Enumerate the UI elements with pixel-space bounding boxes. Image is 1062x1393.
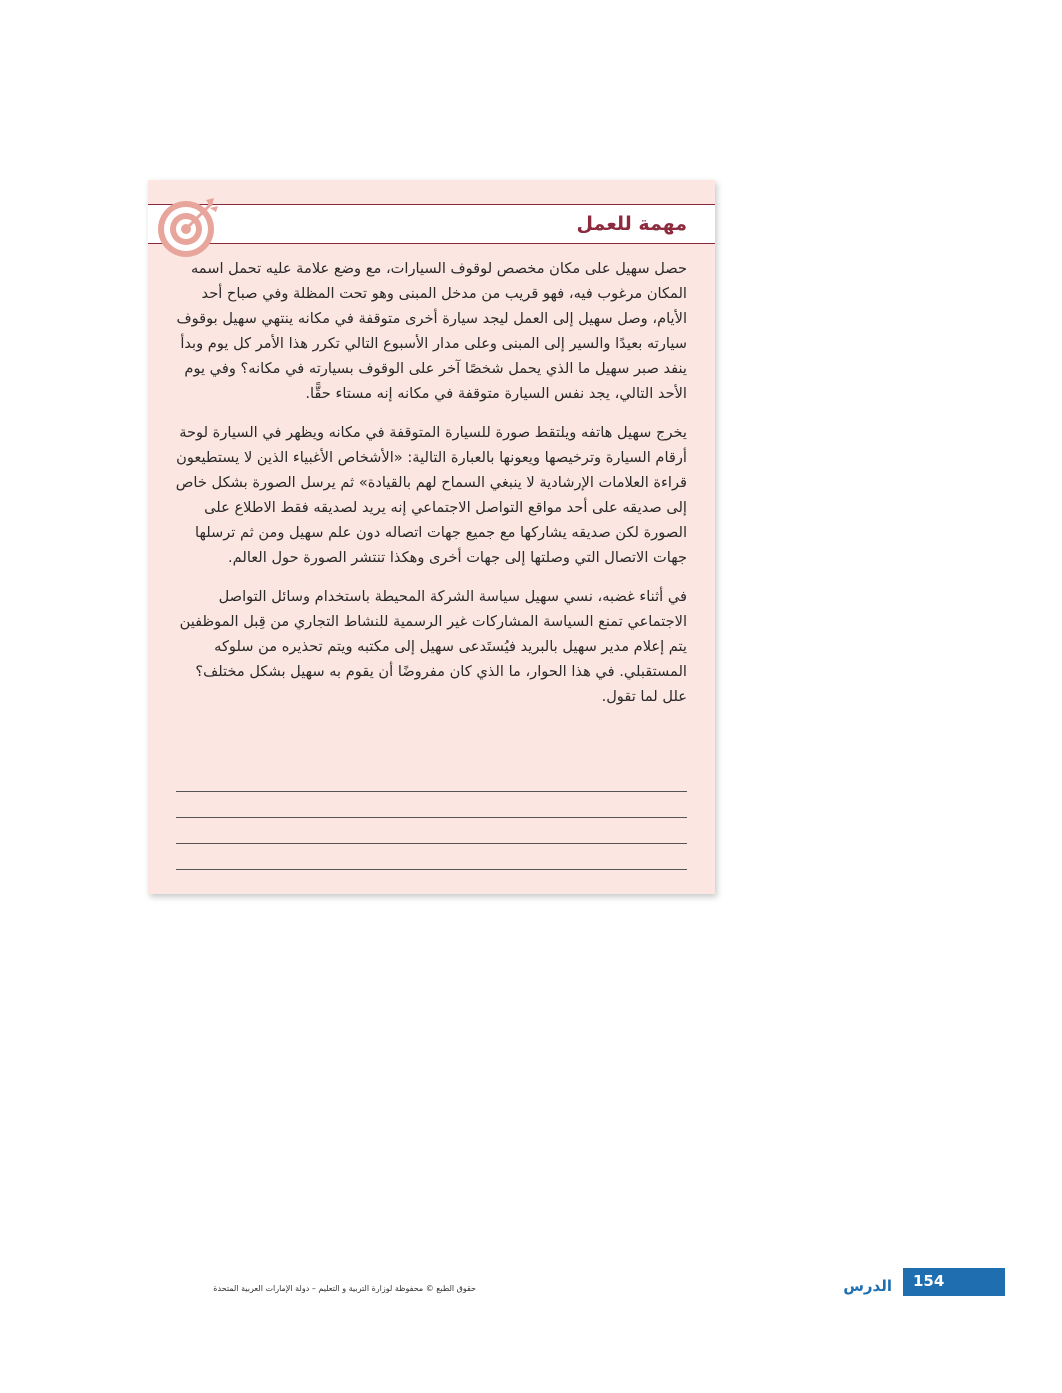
page-number-tab: [903, 1268, 1005, 1296]
footer-lesson-label: الدرس: [843, 1277, 892, 1295]
task-body: [175, 256, 687, 723]
target-icon: [156, 194, 222, 260]
task-title-bar: [148, 204, 715, 244]
answer-line[interactable]: [176, 793, 687, 818]
answer-line[interactable]: [176, 767, 687, 792]
task-title: مهمة للعمل: [576, 213, 687, 235]
footer-copyright: حقوق الطبع © محفوظة لوزارة التربية و التعليم – دولة الإمارات العربية المتحدة: [213, 1284, 476, 1293]
task-box: [148, 180, 715, 894]
answer-lines[interactable]: [176, 767, 687, 871]
task-paragraph-1: حصل سهيل على مكان مخصص لوقوف السيارات، مع وضع علامة عليه تحمل اسمه المكان مرغوب فيه، فهو قريب من مدخل المبنى وهو تحت المظلة وفي صباح أحد الأيام، وصل سهيل إلى العمل ليجد سيارة أخرى متوقفة في مكانه ينتهي سهيل بوقوف سيارته بعيدًا والسير إلى المبنى وعلى مدار الأسبوع التالي تكرر هذا الأمر كل يوم وبدأ ينفد صبر سهيل ما الذي يحمل شخصًا آخر على الوقوف بسيارته في مكانه؟ وفي يوم الأحد التالي، يجد نفس السيارة متوقفة في مكانه إنه مستاء حقًّا.: [176, 260, 687, 402]
answer-line[interactable]: [176, 819, 687, 844]
page-number: 154: [913, 1272, 945, 1290]
answer-line[interactable]: [176, 845, 687, 870]
task-paragraph-3: في أثناء غضبه، نسي سهيل سياسة الشركة المحيطة باستخدام وسائل التواصل الاجتماعي تمنع السياسة المشاركات غير الرسمية للنشاط التجاري من قِبل الموظفين يتم إعلام مدير سهيل بالبريد فيُستَدعى سهيل إلى مكتبه ويتم تحذيره من سلوكه المستقبلي. في هذا الحوار، ما الذي كان مفروضًا أن يقوم به سهيل بشكل مختلف؟ علل لما تقول.: [179, 588, 687, 705]
task-paragraph-2: يخرج سهيل هاتفه ويلتقط صورة للسيارة المتوقفة في مكانه ويظهر في السيارة لوحة أرقام السيارة وترخيصها ويعونها بالعبارة التالية: «الأشخاص الأغبياء الذين لا يستطيعون قراءة العلامات الإرشادية لا ينبغي السماح لهم بالقيادة» ثم يرسل الصورة بشكل خاص إلى صديقه على أحد مواقع التواصل الاجتماعي إنه يريد لصديقه فقط الاطلاع على الصورة لكن صديقه يشاركها مع جميع جهات اتصاله دون علم سهيل ومن ثم ترسلها جهات الاتصال التي وصلتها إلى جهات أخرى وهكذا تنتشر الصورة حول العالم.: [175, 424, 687, 566]
